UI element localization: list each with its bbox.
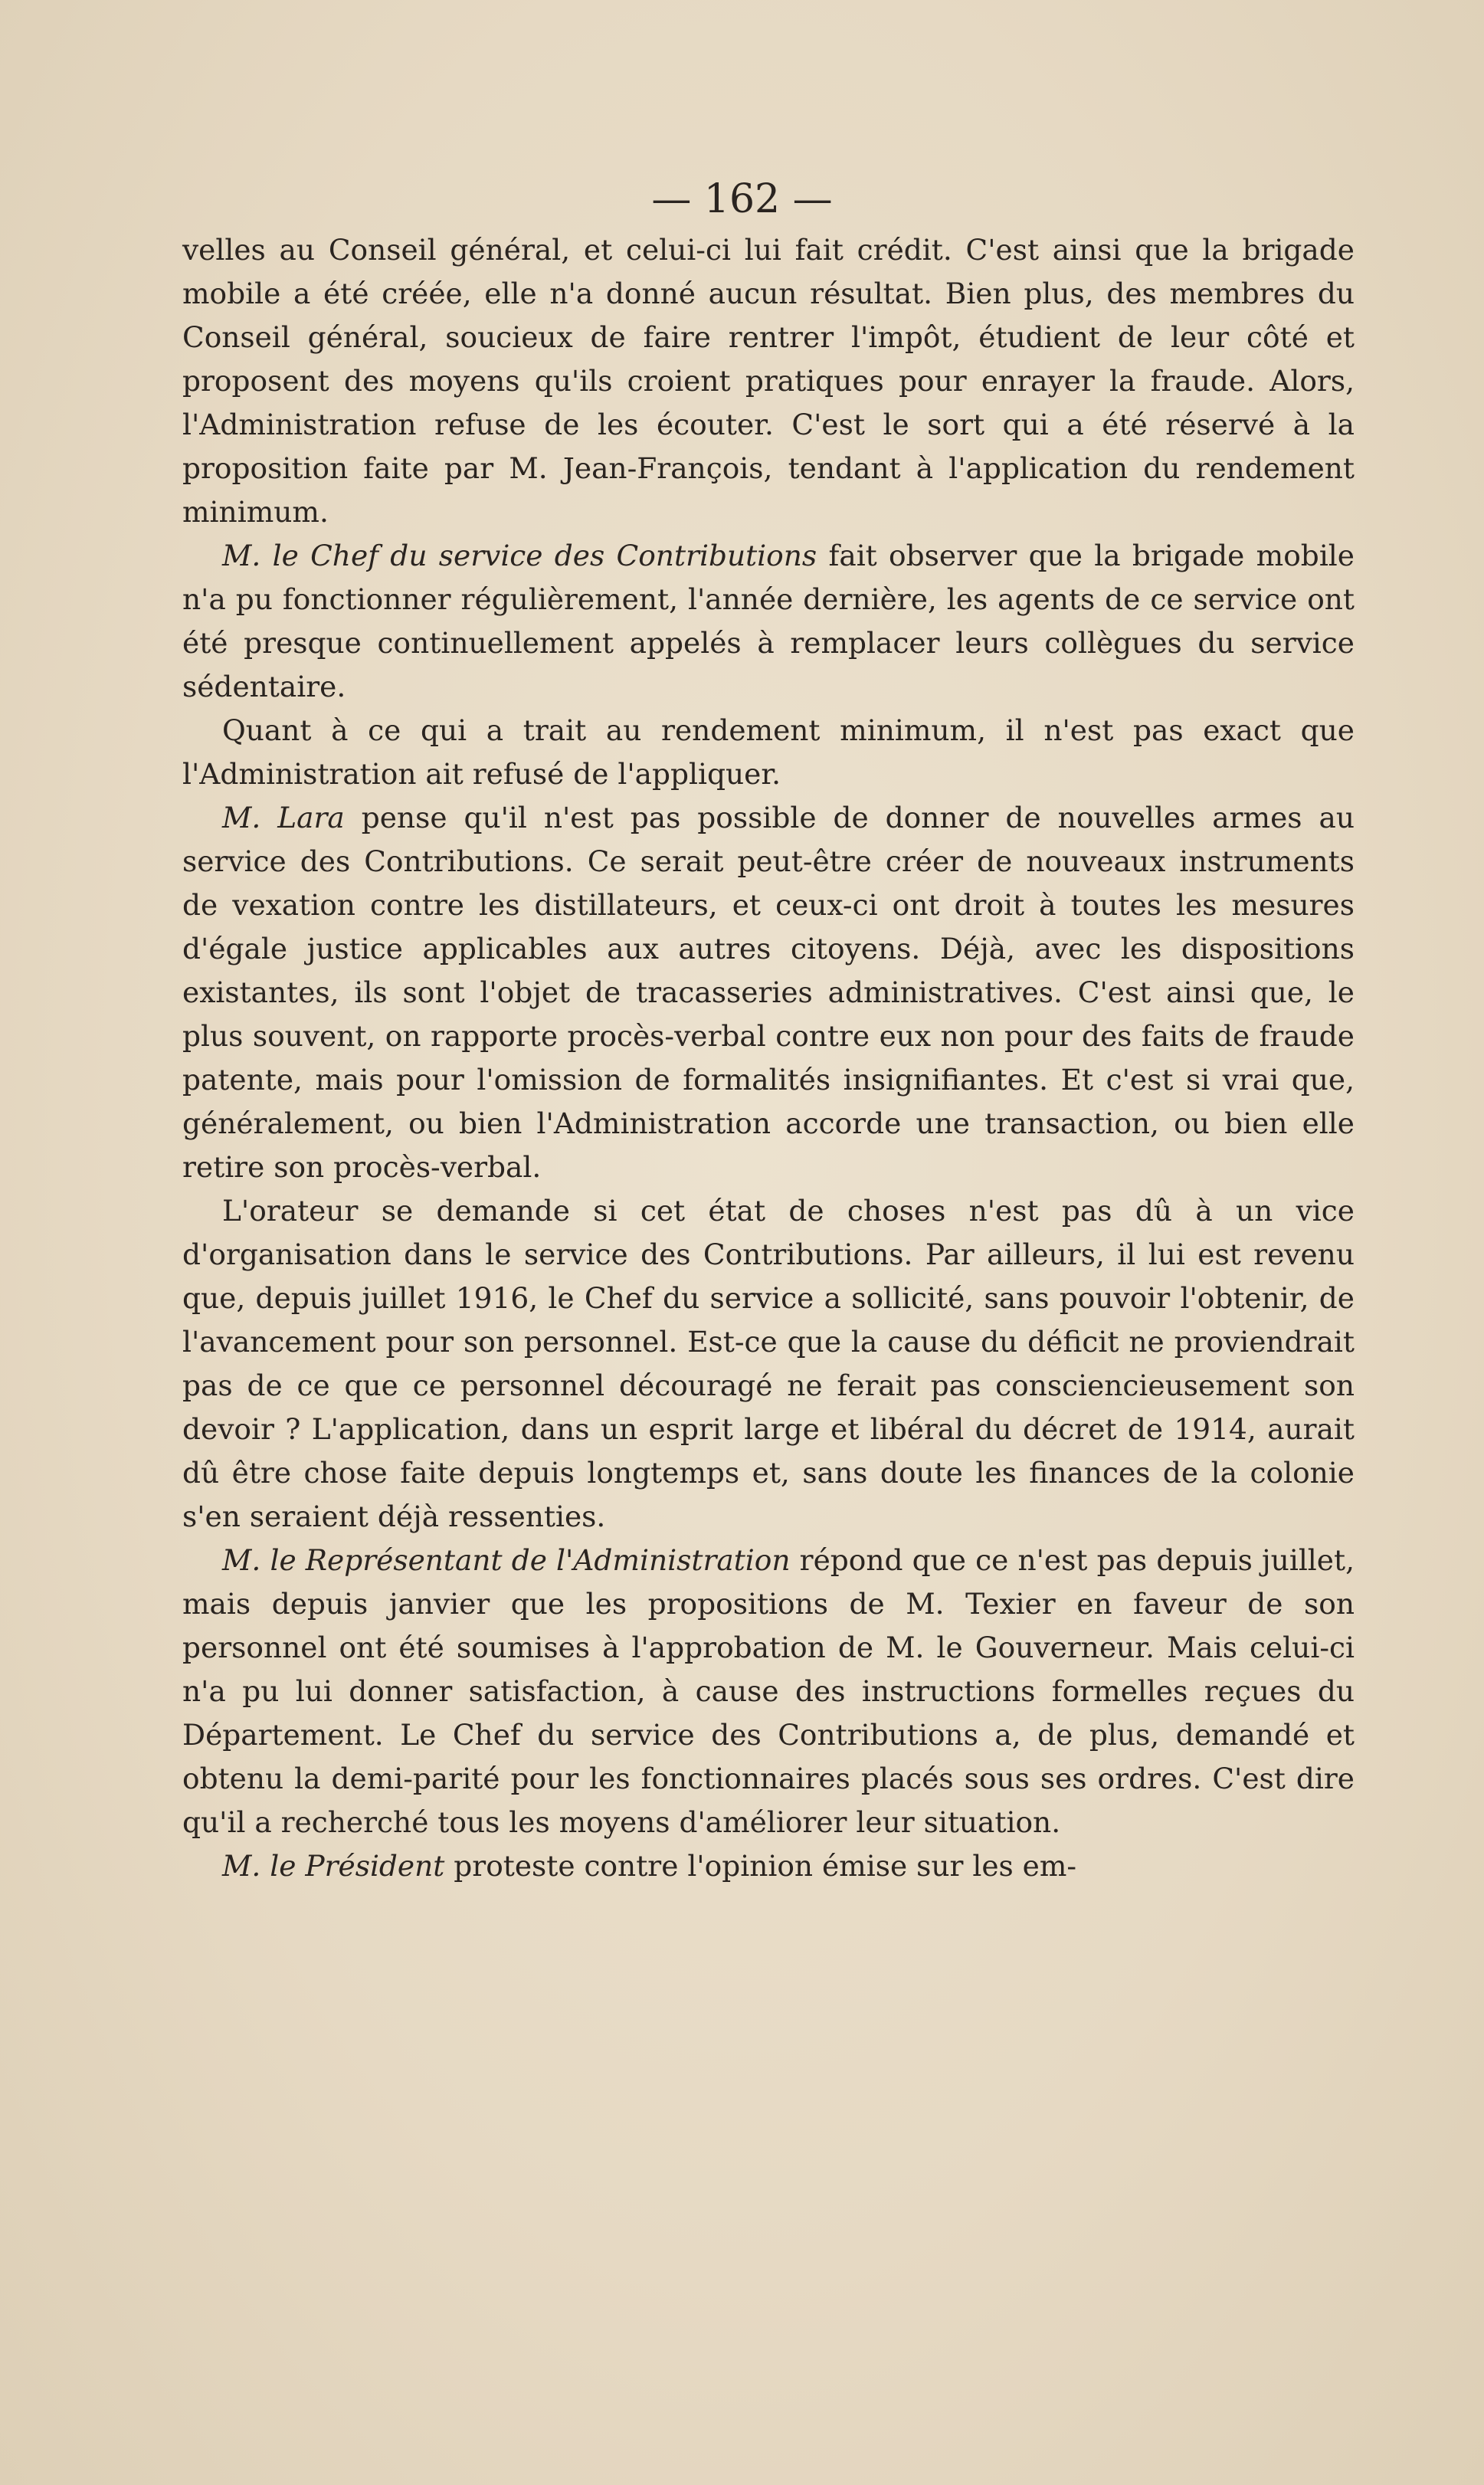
speaker-name: M. Lara [222, 801, 345, 834]
paragraph-text: proteste contre l'opinion émise sur les em- [444, 1849, 1077, 1883]
speaker-name: M. le Président [222, 1849, 445, 1883]
paragraph [182, 796, 1355, 1189]
paragraph [182, 709, 1355, 796]
paragraph-text: répond que ce n'est pas depuis juillet, mais depuis janvier que les propositions de M. Texier en faveur de son personnel ont été soumises à l'approbation de M. le Gouverneur. Mais celui-ci n'a pu lui donner satisfaction, à cause des instructions formelles reçues du Département. Le Chef du service des Contributions a, de plus, demandé et obtenu la demi-parité pour les fonctionnaires placés sous ses ordres. C'est dire qu'il a recherché tous les moyens d'améliorer leur situation. [182, 1543, 1355, 1839]
body-text [182, 228, 1355, 1888]
page-number: — 162 — [651, 176, 833, 222]
paragraph [182, 1539, 1355, 1844]
paragraph-text: Quant à ce qui a trait au rendement minimum, il n'est pas exact que l'Administration ait refusé de l'appliquer. [182, 713, 1355, 791]
paragraph [182, 228, 1355, 534]
paragraph-text: velles au Conseil général, et celui-ci lui fait crédit. C'est ainsi que la brigade mobile a été créée, elle n'a donné aucun résultat. Bien plus, des membres du Conseil général, soucieux de faire rentrer l'impôt, étudient de leur côté et proposent des moyens qu'ils croient pratiques pour enrayer la fraude. Alors, l'Administration refuse de les écouter. C'est le sort qui a été réservé à la proposition faite par M. Jean-François, tendant à l'application du rendement minimum. [182, 233, 1355, 529]
paragraph-text: L'orateur se demande si cet état de choses n'est pas dû à un vice d'organisation dans le service des Contributions. Par ailleurs, il lui est revenu que, depuis juillet 1916, le Chef du service a sollicité, sans pouvoir l'obtenir, de l'avancement pour son personnel. Est-ce que la cause du déficit ne proviendrait pas de ce que ce personnel découragé ne ferait pas consciencieusement son devoir ? L'application, dans un esprit large et libéral du décret de 1914, aurait dû être chose faite depuis longtemps et, sans doute les finances de la colonie s'en seraient déjà ressenties. [182, 1194, 1355, 1533]
speaker-name: M. le Représentant de l'Administration [222, 1543, 791, 1577]
paragraph [182, 1189, 1355, 1539]
paragraph-text: fait observer que la brigade mobile n'a pu fonctionner régulièrement, l'année dernière, les agents de ce service ont été presque continuellement appelés à remplacer leurs collègues du service sédentaire. [182, 539, 1355, 703]
speaker-name: M. le Chef du service des Contributions [222, 539, 817, 572]
paragraph [182, 534, 1355, 709]
paragraph-text: pense qu'il n'est pas possible de donner de nouvelles armes au service des Contributions. Ce serait peut-être créer de nouveaux instruments de vexation contre les distillateurs, et ceux-ci ont droit à toutes les mesures d'égale justice applicables aux autres citoyens. Déjà, avec les dispositions existantes, ils sont l'objet de tracasseries administratives. C'est ainsi que, le plus souvent, on rapporte procès-verbal contre eux non pour des faits de fraude patente, mais pour l'omission de formalités insignifiantes. Et c'est si vrai que, généralement, ou bien l'Administration accorde une transaction, ou bien elle retire son procès-verbal. [182, 801, 1355, 1184]
paragraph [182, 1844, 1355, 1888]
